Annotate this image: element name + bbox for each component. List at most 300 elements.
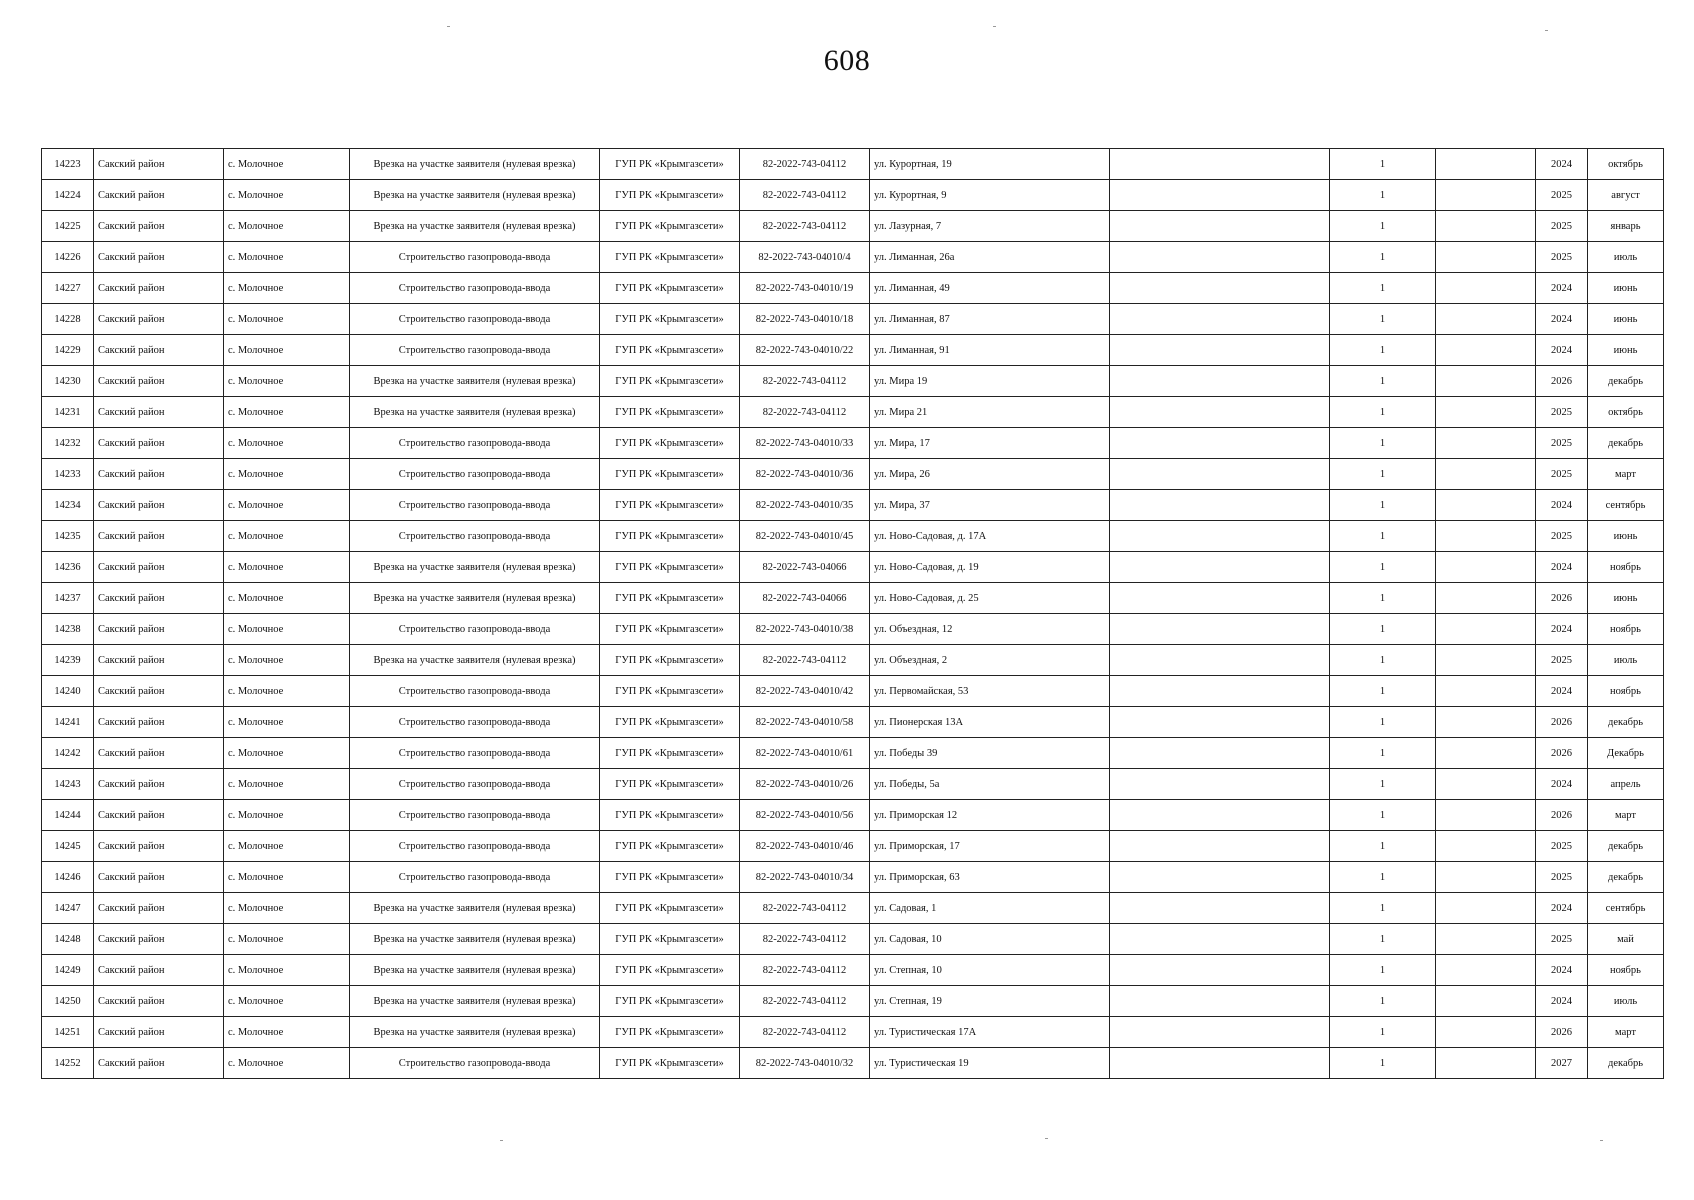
empty-cell <box>1110 211 1330 242</box>
address-cell: ул. Пионерская 13А <box>870 707 1110 738</box>
empty-cell <box>1436 552 1536 583</box>
district-cell: Сакский район <box>94 986 224 1017</box>
year-cell: 2025 <box>1536 862 1588 893</box>
year-cell: 2024 <box>1536 149 1588 180</box>
organization-cell: ГУП РК «Крымгазсети» <box>600 583 740 614</box>
district-cell: Сакский район <box>94 273 224 304</box>
year-cell: 2025 <box>1536 645 1588 676</box>
address-cell: ул. Курортная, 19 <box>870 149 1110 180</box>
village-cell: с. Молочное <box>224 490 350 521</box>
organization-cell: ГУП РК «Крымгазсети» <box>600 645 740 676</box>
district-cell: Сакский район <box>94 769 224 800</box>
operation-cell: Строительство газопровода-ввода <box>350 335 600 366</box>
month-cell: январь <box>1588 211 1664 242</box>
row-number: 14229 <box>42 335 94 366</box>
year-cell: 2024 <box>1536 552 1588 583</box>
organization-cell: ГУП РК «Крымгазсети» <box>600 242 740 273</box>
address-cell: ул. Победы, 5а <box>870 769 1110 800</box>
permit-code-cell: 82-2022-743-04112 <box>740 180 870 211</box>
address-cell: ул. Степная, 19 <box>870 986 1110 1017</box>
month-cell: май <box>1588 924 1664 955</box>
row-number: 14244 <box>42 800 94 831</box>
permit-code-cell: 82-2022-743-04010/56 <box>740 800 870 831</box>
operation-cell: Врезка на участке заявителя (нулевая врезка) <box>350 986 600 1017</box>
empty-cell <box>1110 924 1330 955</box>
organization-cell: ГУП РК «Крымгазсети» <box>600 769 740 800</box>
row-number: 14231 <box>42 397 94 428</box>
quantity-cell: 1 <box>1330 366 1436 397</box>
quantity-cell: 1 <box>1330 490 1436 521</box>
organization-cell: ГУП РК «Крымгазсети» <box>600 1017 740 1048</box>
quantity-cell: 1 <box>1330 769 1436 800</box>
village-cell: с. Молочное <box>224 304 350 335</box>
operation-cell: Врезка на участке заявителя (нулевая врезка) <box>350 366 600 397</box>
empty-cell <box>1110 986 1330 1017</box>
empty-cell <box>1436 490 1536 521</box>
row-number: 14242 <box>42 738 94 769</box>
operation-cell: Строительство газопровода-ввода <box>350 490 600 521</box>
row-number: 14250 <box>42 986 94 1017</box>
empty-cell <box>1110 552 1330 583</box>
year-cell: 2024 <box>1536 335 1588 366</box>
village-cell: с. Молочное <box>224 149 350 180</box>
month-cell: март <box>1588 1017 1664 1048</box>
district-cell: Сакский район <box>94 862 224 893</box>
empty-cell <box>1110 304 1330 335</box>
table-row <box>42 490 1664 521</box>
quantity-cell: 1 <box>1330 614 1436 645</box>
empty-cell <box>1110 1048 1330 1079</box>
address-cell: ул. Мира, 17 <box>870 428 1110 459</box>
empty-cell <box>1110 862 1330 893</box>
row-number: 14248 <box>42 924 94 955</box>
organization-cell: ГУП РК «Крымгазсети» <box>600 1048 740 1079</box>
row-number: 14245 <box>42 831 94 862</box>
address-cell: ул. Ново-Садовая, д. 25 <box>870 583 1110 614</box>
quantity-cell: 1 <box>1330 893 1436 924</box>
district-cell: Сакский район <box>94 149 224 180</box>
organization-cell: ГУП РК «Крымгазсети» <box>600 366 740 397</box>
table-row <box>42 521 1664 552</box>
empty-cell <box>1436 831 1536 862</box>
quantity-cell: 1 <box>1330 831 1436 862</box>
year-cell: 2026 <box>1536 800 1588 831</box>
permit-code-cell: 82-2022-743-04010/42 <box>740 676 870 707</box>
row-number: 14228 <box>42 304 94 335</box>
district-cell: Сакский район <box>94 1017 224 1048</box>
permit-code-cell: 82-2022-743-04010/45 <box>740 521 870 552</box>
village-cell: с. Молочное <box>224 552 350 583</box>
address-cell: ул. Мира, 37 <box>870 490 1110 521</box>
village-cell: с. Молочное <box>224 583 350 614</box>
month-cell: декабрь <box>1588 428 1664 459</box>
year-cell: 2025 <box>1536 924 1588 955</box>
operation-cell: Врезка на участке заявителя (нулевая врезка) <box>350 552 600 583</box>
permit-code-cell: 82-2022-743-04010/46 <box>740 831 870 862</box>
table-row <box>42 800 1664 831</box>
month-cell: июнь <box>1588 521 1664 552</box>
permit-code-cell: 82-2022-743-04010/19 <box>740 273 870 304</box>
empty-cell <box>1110 428 1330 459</box>
month-cell: ноябрь <box>1588 552 1664 583</box>
address-cell: ул. Лазурная, 7 <box>870 211 1110 242</box>
address-cell: ул. Приморская, 17 <box>870 831 1110 862</box>
permit-code-cell: 82-2022-743-04010/22 <box>740 335 870 366</box>
table-row <box>42 769 1664 800</box>
empty-cell <box>1436 273 1536 304</box>
year-cell: 2027 <box>1536 1048 1588 1079</box>
quantity-cell: 1 <box>1330 149 1436 180</box>
quantity-cell: 1 <box>1330 738 1436 769</box>
permit-code-cell: 82-2022-743-04010/32 <box>740 1048 870 1079</box>
village-cell: с. Молочное <box>224 800 350 831</box>
empty-cell <box>1436 583 1536 614</box>
row-number: 14238 <box>42 614 94 645</box>
permit-code-cell: 82-2022-743-04112 <box>740 955 870 986</box>
table-row <box>42 552 1664 583</box>
row-number: 14225 <box>42 211 94 242</box>
district-cell: Сакский район <box>94 242 224 273</box>
organization-cell: ГУП РК «Крымгазсети» <box>600 149 740 180</box>
empty-cell <box>1110 273 1330 304</box>
month-cell: июнь <box>1588 273 1664 304</box>
empty-cell <box>1436 893 1536 924</box>
permit-code-cell: 82-2022-743-04010/35 <box>740 490 870 521</box>
village-cell: с. Молочное <box>224 273 350 304</box>
table-row <box>42 955 1664 986</box>
year-cell: 2025 <box>1536 242 1588 273</box>
month-cell: июль <box>1588 986 1664 1017</box>
operation-cell: Строительство газопровода-ввода <box>350 769 600 800</box>
address-cell: ул. Приморская 12 <box>870 800 1110 831</box>
year-cell: 2026 <box>1536 1017 1588 1048</box>
village-cell: с. Молочное <box>224 335 350 366</box>
organization-cell: ГУП РК «Крымгазсети» <box>600 986 740 1017</box>
organization-cell: ГУП РК «Крымгазсети» <box>600 335 740 366</box>
operation-cell: Строительство газопровода-ввода <box>350 273 600 304</box>
operation-cell: Строительство газопровода-ввода <box>350 428 600 459</box>
operation-cell: Врезка на участке заявителя (нулевая врезка) <box>350 1017 600 1048</box>
year-cell: 2024 <box>1536 273 1588 304</box>
empty-cell <box>1436 242 1536 273</box>
address-cell: ул. Садовая, 1 <box>870 893 1110 924</box>
operation-cell: Строительство газопровода-ввода <box>350 800 600 831</box>
quantity-cell: 1 <box>1330 676 1436 707</box>
row-number: 14235 <box>42 521 94 552</box>
empty-cell <box>1110 335 1330 366</box>
quantity-cell: 1 <box>1330 180 1436 211</box>
organization-cell: ГУП РК «Крымгазсети» <box>600 397 740 428</box>
quantity-cell: 1 <box>1330 459 1436 490</box>
district-cell: Сакский район <box>94 335 224 366</box>
month-cell: октябрь <box>1588 397 1664 428</box>
quantity-cell: 1 <box>1330 521 1436 552</box>
year-cell: 2025 <box>1536 428 1588 459</box>
row-number: 14249 <box>42 955 94 986</box>
village-cell: с. Молочное <box>224 428 350 459</box>
empty-cell <box>1110 707 1330 738</box>
village-cell: с. Молочное <box>224 242 350 273</box>
operation-cell: Строительство газопровода-ввода <box>350 521 600 552</box>
address-cell: ул. Лиманная, 87 <box>870 304 1110 335</box>
village-cell: с. Молочное <box>224 614 350 645</box>
table-row <box>42 149 1664 180</box>
address-cell: ул. Объездная, 12 <box>870 614 1110 645</box>
year-cell: 2026 <box>1536 583 1588 614</box>
village-cell: с. Молочное <box>224 738 350 769</box>
address-cell: ул. Лиманная, 49 <box>870 273 1110 304</box>
table-row <box>42 211 1664 242</box>
permit-code-cell: 82-2022-743-04112 <box>740 924 870 955</box>
quantity-cell: 1 <box>1330 955 1436 986</box>
empty-cell <box>1436 800 1536 831</box>
row-number: 14226 <box>42 242 94 273</box>
operation-cell: Врезка на участке заявителя (нулевая врезка) <box>350 645 600 676</box>
organization-cell: ГУП РК «Крымгазсети» <box>600 304 740 335</box>
empty-cell <box>1110 800 1330 831</box>
permit-code-cell: 82-2022-743-04010/4 <box>740 242 870 273</box>
quantity-cell: 1 <box>1330 862 1436 893</box>
village-cell: с. Молочное <box>224 893 350 924</box>
village-cell: с. Молочное <box>224 1017 350 1048</box>
permit-code-cell: 82-2022-743-04112 <box>740 986 870 1017</box>
empty-cell <box>1110 459 1330 490</box>
empty-cell <box>1436 955 1536 986</box>
table-row <box>42 1017 1664 1048</box>
row-number: 14246 <box>42 862 94 893</box>
district-cell: Сакский район <box>94 893 224 924</box>
address-cell: ул. Приморская, 63 <box>870 862 1110 893</box>
empty-cell <box>1436 924 1536 955</box>
address-cell: ул. Мира 19 <box>870 366 1110 397</box>
permit-code-cell: 82-2022-743-04112 <box>740 397 870 428</box>
permit-code-cell: 82-2022-743-04112 <box>740 645 870 676</box>
permit-code-cell: 82-2022-743-04066 <box>740 552 870 583</box>
year-cell: 2025 <box>1536 521 1588 552</box>
permit-code-cell: 82-2022-743-04112 <box>740 366 870 397</box>
year-cell: 2025 <box>1536 459 1588 490</box>
permit-code-cell: 82-2022-743-04112 <box>740 149 870 180</box>
year-cell: 2025 <box>1536 397 1588 428</box>
year-cell: 2024 <box>1536 676 1588 707</box>
quantity-cell: 1 <box>1330 1048 1436 1079</box>
empty-cell <box>1436 738 1536 769</box>
empty-cell <box>1436 1048 1536 1079</box>
empty-cell <box>1110 893 1330 924</box>
month-cell: сентябрь <box>1588 490 1664 521</box>
permit-code-cell: 82-2022-743-04010/34 <box>740 862 870 893</box>
district-cell: Сакский район <box>94 707 224 738</box>
month-cell: сентябрь <box>1588 893 1664 924</box>
table-row <box>42 366 1664 397</box>
table-row <box>42 304 1664 335</box>
district-cell: Сакский район <box>94 800 224 831</box>
district-cell: Сакский район <box>94 490 224 521</box>
row-number: 14241 <box>42 707 94 738</box>
empty-cell <box>1436 521 1536 552</box>
district-cell: Сакский район <box>94 614 224 645</box>
address-cell: ул. Мира 21 <box>870 397 1110 428</box>
quantity-cell: 1 <box>1330 707 1436 738</box>
year-cell: 2026 <box>1536 738 1588 769</box>
table-row <box>42 583 1664 614</box>
district-cell: Сакский район <box>94 1048 224 1079</box>
month-cell: июль <box>1588 645 1664 676</box>
district-cell: Сакский район <box>94 552 224 583</box>
operation-cell: Строительство газопровода-ввода <box>350 614 600 645</box>
empty-cell <box>1110 397 1330 428</box>
operation-cell: Врезка на участке заявителя (нулевая врезка) <box>350 955 600 986</box>
district-cell: Сакский район <box>94 955 224 986</box>
operation-cell: Строительство газопровода-ввода <box>350 831 600 862</box>
address-cell: ул. Лиманная, 91 <box>870 335 1110 366</box>
organization-cell: ГУП РК «Крымгазсети» <box>600 211 740 242</box>
permit-code-cell: 82-2022-743-04010/36 <box>740 459 870 490</box>
district-cell: Сакский район <box>94 211 224 242</box>
row-number: 14233 <box>42 459 94 490</box>
empty-cell <box>1436 769 1536 800</box>
operation-cell: Врезка на участке заявителя (нулевая врезка) <box>350 893 600 924</box>
empty-cell <box>1110 149 1330 180</box>
row-number: 14232 <box>42 428 94 459</box>
empty-cell <box>1110 180 1330 211</box>
district-cell: Сакский район <box>94 831 224 862</box>
operation-cell: Врезка на участке заявителя (нулевая врезка) <box>350 211 600 242</box>
month-cell: декабрь <box>1588 707 1664 738</box>
month-cell: декабрь <box>1588 862 1664 893</box>
empty-cell <box>1110 521 1330 552</box>
quantity-cell: 1 <box>1330 273 1436 304</box>
operation-cell: Строительство газопровода-ввода <box>350 304 600 335</box>
empty-cell <box>1436 149 1536 180</box>
month-cell: июль <box>1588 242 1664 273</box>
village-cell: с. Молочное <box>224 831 350 862</box>
empty-cell <box>1436 676 1536 707</box>
district-cell: Сакский район <box>94 180 224 211</box>
village-cell: с. Молочное <box>224 211 350 242</box>
quantity-cell: 1 <box>1330 552 1436 583</box>
district-cell: Сакский район <box>94 645 224 676</box>
row-number: 14234 <box>42 490 94 521</box>
empty-cell <box>1110 583 1330 614</box>
empty-cell <box>1110 738 1330 769</box>
organization-cell: ГУП РК «Крымгазсети» <box>600 738 740 769</box>
month-cell: июнь <box>1588 335 1664 366</box>
table-row <box>42 738 1664 769</box>
empty-cell <box>1110 1017 1330 1048</box>
organization-cell: ГУП РК «Крымгазсети» <box>600 955 740 986</box>
district-cell: Сакский район <box>94 366 224 397</box>
table-row <box>42 1048 1664 1079</box>
row-number: 14247 <box>42 893 94 924</box>
organization-cell: ГУП РК «Крымгазсети» <box>600 521 740 552</box>
address-cell: ул. Туристическая 19 <box>870 1048 1110 1079</box>
empty-cell <box>1110 769 1330 800</box>
village-cell: с. Молочное <box>224 986 350 1017</box>
month-cell: июнь <box>1588 304 1664 335</box>
table-row <box>42 459 1664 490</box>
table-row <box>42 180 1664 211</box>
table-row <box>42 397 1664 428</box>
operation-cell: Врезка на участке заявителя (нулевая врезка) <box>350 583 600 614</box>
operation-cell: Строительство газопровода-ввода <box>350 676 600 707</box>
empty-cell <box>1110 366 1330 397</box>
organization-cell: ГУП РК «Крымгазсети» <box>600 180 740 211</box>
quantity-cell: 1 <box>1330 335 1436 366</box>
operation-cell: Врезка на участке заявителя (нулевая врезка) <box>350 180 600 211</box>
month-cell: ноябрь <box>1588 614 1664 645</box>
year-cell: 2024 <box>1536 769 1588 800</box>
year-cell: 2025 <box>1536 211 1588 242</box>
operation-cell: Строительство газопровода-ввода <box>350 242 600 273</box>
month-cell: март <box>1588 459 1664 490</box>
quantity-cell: 1 <box>1330 304 1436 335</box>
empty-cell <box>1110 490 1330 521</box>
table-row <box>42 893 1664 924</box>
gasification-register-table <box>41 148 1664 1079</box>
table-row <box>42 273 1664 304</box>
village-cell: с. Молочное <box>224 645 350 676</box>
organization-cell: ГУП РК «Крымгазсети» <box>600 862 740 893</box>
empty-cell <box>1110 676 1330 707</box>
table-row <box>42 335 1664 366</box>
empty-cell <box>1436 180 1536 211</box>
village-cell: с. Молочное <box>224 366 350 397</box>
operation-cell: Строительство газопровода-ввода <box>350 862 600 893</box>
empty-cell <box>1436 366 1536 397</box>
empty-cell <box>1436 335 1536 366</box>
organization-cell: ГУП РК «Крымгазсети» <box>600 490 740 521</box>
empty-cell <box>1436 428 1536 459</box>
address-cell: ул. Курортная, 9 <box>870 180 1110 211</box>
row-number: 14251 <box>42 1017 94 1048</box>
quantity-cell: 1 <box>1330 1017 1436 1048</box>
empty-cell <box>1110 242 1330 273</box>
empty-cell <box>1436 211 1536 242</box>
district-cell: Сакский район <box>94 397 224 428</box>
table-row <box>42 862 1664 893</box>
village-cell: с. Молочное <box>224 955 350 986</box>
year-cell: 2026 <box>1536 707 1588 738</box>
village-cell: с. Молочное <box>224 180 350 211</box>
month-cell: октябрь <box>1588 149 1664 180</box>
month-cell: декабрь <box>1588 831 1664 862</box>
permit-code-cell: 82-2022-743-04010/26 <box>740 769 870 800</box>
month-cell: апрель <box>1588 769 1664 800</box>
village-cell: с. Молочное <box>224 397 350 428</box>
table-row <box>42 924 1664 955</box>
empty-cell <box>1436 645 1536 676</box>
row-number: 14227 <box>42 273 94 304</box>
organization-cell: ГУП РК «Крымгазсети» <box>600 273 740 304</box>
permit-code-cell: 82-2022-743-04010/58 <box>740 707 870 738</box>
table-row <box>42 986 1664 1017</box>
row-number: 14237 <box>42 583 94 614</box>
address-cell: ул. Объездная, 2 <box>870 645 1110 676</box>
year-cell: 2024 <box>1536 490 1588 521</box>
year-cell: 2024 <box>1536 304 1588 335</box>
permit-code-cell: 82-2022-743-04112 <box>740 211 870 242</box>
operation-cell: Строительство газопровода-ввода <box>350 1048 600 1079</box>
empty-cell <box>1436 1017 1536 1048</box>
organization-cell: ГУП РК «Крымгазсети» <box>600 552 740 583</box>
village-cell: с. Молочное <box>224 924 350 955</box>
address-cell: ул. Ново-Садовая, д. 17А <box>870 521 1110 552</box>
row-number: 14230 <box>42 366 94 397</box>
quantity-cell: 1 <box>1330 800 1436 831</box>
permit-code-cell: 82-2022-743-04066 <box>740 583 870 614</box>
operation-cell: Строительство газопровода-ввода <box>350 459 600 490</box>
